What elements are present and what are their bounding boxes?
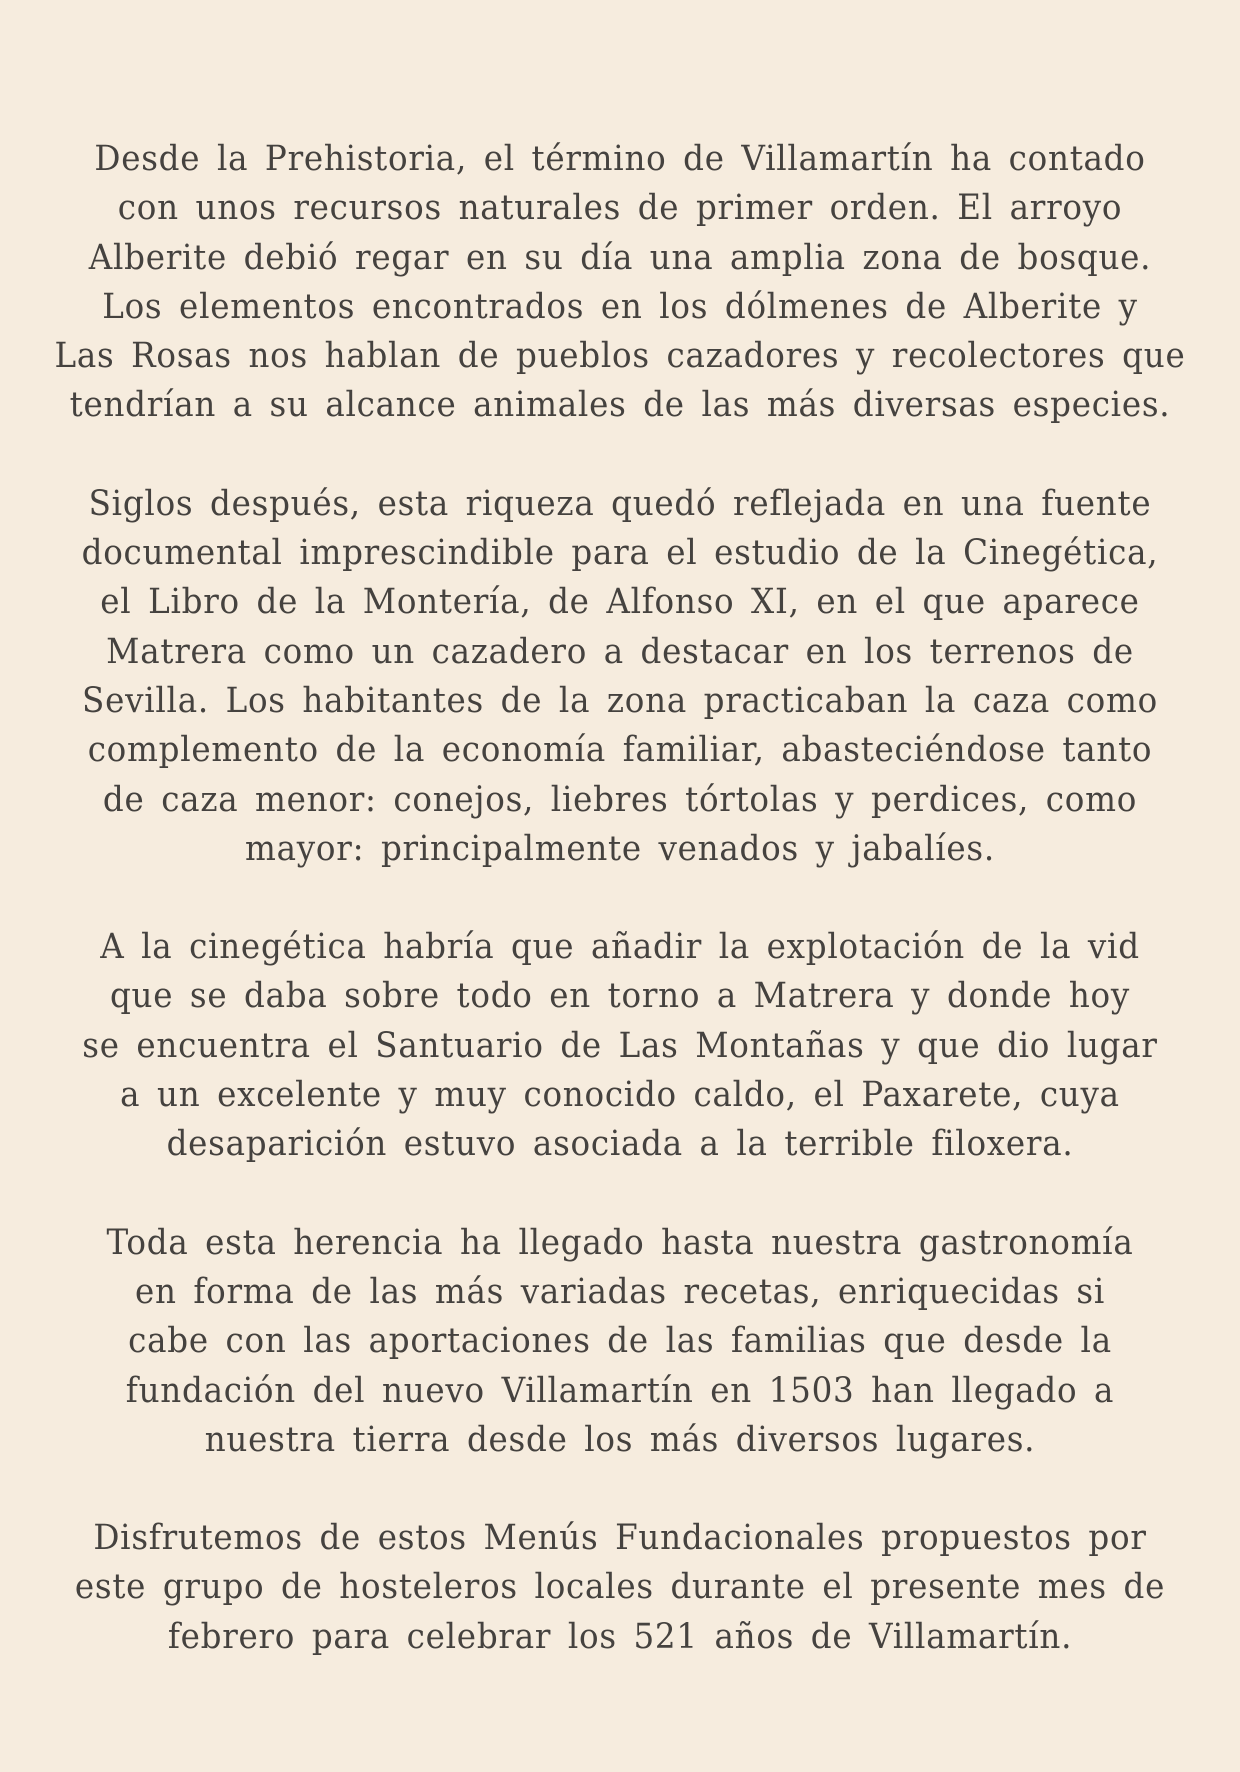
text-line: Los elementos encontrados en los dólmenes de Alberite y — [102, 286, 1138, 327]
text-line: Alberite debió regar en su día una amplia zona de bosque. — [88, 237, 1152, 278]
text-line: Siglos después, esta riqueza quedó reflejada en una fuente — [88, 483, 1152, 524]
text-line: se encuentra el Santuario de Las Montañas y que dio lugar — [82, 1025, 1158, 1066]
paragraph-prehistory — [0, 135, 1240, 431]
text-line: nuestra tierra desde los más diversos lugares. — [204, 1419, 1036, 1460]
text-line: de caza menor: conejos, liebres tórtolas y perdices, como — [102, 779, 1138, 820]
paragraph-libro-monteria — [0, 480, 1240, 874]
text-line: tendrían a su alcance animales de las más diversas especies. — [69, 385, 1171, 426]
text-line: febrero para celebrar los 521 años de Villamartín. — [167, 1616, 1073, 1657]
text-line: Disfrutemos de estos Menús Fundacionales propuestos por — [93, 1518, 1147, 1559]
text-line: en forma de las más variadas recetas, enriquecidas si — [134, 1271, 1106, 1312]
text-line: A la cinegética habría que añadir la explotación de la vid — [100, 927, 1140, 968]
text-line: cabe con las aportaciones de las familias que desde la — [128, 1321, 1112, 1362]
text-line: Toda esta herencia ha llegado hasta nuestra gastronomía — [106, 1222, 1134, 1263]
text-line: mayor: principalmente venados y jabalíes. — [245, 828, 995, 869]
text-line: el Libro de la Montería, de Alfonso XI, en el que aparece — [100, 582, 1140, 623]
text-line: desaparición estuvo asociada a la terrible filoxera. — [166, 1124, 1074, 1165]
text-line: que se daba sobre todo en torno a Matrera y donde hoy — [109, 976, 1131, 1017]
text-line: Sevilla. Los habitantes de la zona practicaban la caza como — [82, 680, 1158, 721]
paragraph-gastronomia — [0, 1219, 1240, 1465]
text-line: Las Rosas nos hablan de pueblos cazadores y recolectores que — [54, 336, 1186, 377]
paragraph-vid — [0, 923, 1240, 1169]
text-line: Desde la Prehistoria, el término de Villamartín ha contado — [94, 139, 1146, 179]
text-line: con unos recursos naturales de primer orden. El arroyo — [117, 188, 1123, 229]
text-line: complemento de la economía familiar, abasteciéndose tanto — [87, 730, 1153, 771]
text-line: fundación del nuevo Villamartín en 1503 han llegado a — [125, 1370, 1115, 1411]
text-line: a un excelente y muy conocido caldo, el Paxarete, cuya — [120, 1075, 1120, 1116]
text-line: este grupo de hosteleros locales durante el presente mes de — [74, 1567, 1166, 1608]
text-line: Matrera como un cazadero a destacar en los terrenos de — [106, 631, 1134, 672]
paragraph-menus-fundacionales — [0, 1514, 1240, 1662]
text-line: documental imprescindible para el estudio de la Cinegética, — [81, 533, 1159, 574]
